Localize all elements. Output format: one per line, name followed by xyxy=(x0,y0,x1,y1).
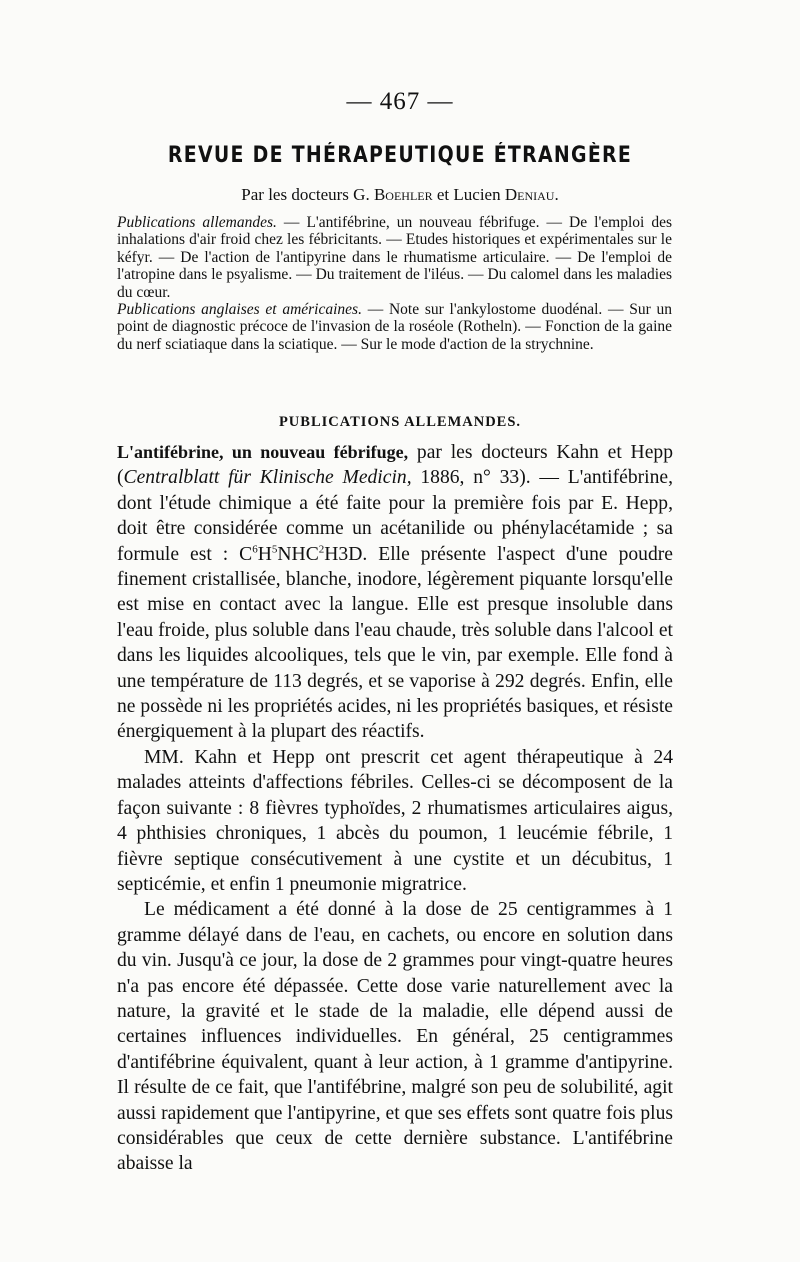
formula-sub-3: 5 xyxy=(271,543,278,556)
formula-sub-1: 6 xyxy=(252,543,258,556)
byline-suffix: . xyxy=(554,185,559,204)
article-paragraph-1 xyxy=(117,440,673,745)
journal-title: Centralblatt für Klinische Medicin, xyxy=(123,467,412,489)
p1-c: . Elle présente l'aspect d'une poudre finement cristallisée, blanche, inodore, légèrement piquante lorsqu'elle est mise en contact avec la langue. Elle est presque insoluble dans l'eau froide, plus soluble dans l'eau chaude, très soluble dans l'alcool et dans les liquides alcooliques, tels que le vin, par exemple. Elle fond à une température de 113 degrés, et se vaporise à 292 degrés. Enfin, elle ne possède ni les propriétés acides, ni les propriétés basiques, et résiste énergiquement à la plupart des réactifs. xyxy=(117,543,673,743)
summary-english xyxy=(117,301,672,353)
summary-block xyxy=(117,214,672,353)
formula-part-2: H xyxy=(257,543,272,565)
author-deniau: Deniau xyxy=(504,185,555,204)
summary-german-label: Publications allemandes. xyxy=(117,214,277,231)
page-title: REVUE DE THÉRAPEUTIQUE ÉTRANGÈRE xyxy=(167,143,633,168)
formula-part-6: H3D xyxy=(324,543,363,565)
summary-english-text: — Note sur l'ankylostome duodénal. — Sur un point de diagnostic précoce de l'invasion de la roséole (Rotheln). — Fonction de la gaine du nerf sciatiaque dans la sciatique. — Sur le mode d'action de la strychnine. xyxy=(117,301,673,353)
page-number: — 467 — xyxy=(346,88,454,115)
formula-part-4: NHC xyxy=(277,543,319,565)
formula-sub-5: 2 xyxy=(318,543,325,556)
byline xyxy=(0,185,800,205)
article-lead: L'antifébrine, un nouveau fébrifuge, xyxy=(117,442,409,462)
summary-german xyxy=(117,214,672,301)
summary-german-text: — L'antifébrine, un nouveau fébrifuge. — De l'emploi des inhalations d'air froid chez les fébricitants. — Etudes historiques et expérimentales sur le kéfyr. — De l'action de l'antipyrine dans le rhumatisme articulaire. — De l'emploi de l'atropine dans le psyalisme. — Du traitement de l'iléus. — Du calomel dans les maladies du cœur. xyxy=(117,214,673,301)
byline-middle: et Lucien xyxy=(432,185,505,204)
article-paragraph-2: MM. Kahn et Hepp ont prescrit cet agent thérapeutique à 24 malades atteints d'affections fébriles. Celles-ci se décomposent de la façon suivante : 8 fièvres typhoïdes, 2 rhumatismes articulaires aigus, 4 phthisies chroniques, 1 abcès du poumon, 1 leucémie fébrile, 1 fièvre septique consécutivement à une cystite et un décubitus, 1 septicémie, et enfin 1 pneumonie migratrice. xyxy=(117,746,673,895)
section-heading: PUBLICATIONS ALLEMANDES. xyxy=(278,414,522,430)
article-paragraph-3: Le médicament a été donné à la dose de 25 centigrammes à 1 gramme délayé dans de l'eau, en cachets, ou encore en solution dans du vin. Jusqu'à ce jour, la dose de 2 grammes pour vingt-quatre heures n'a pas encore été dépassée. Cette dose varie naturellement avec la nature, la gravité et le stade de la maladie, elle dépend aussi de certaines influences individuelles. En général, 25 centigrammes d'antifébrine équivalent, quant à leur action, à 1 gramme d'antipyrine. Il résulte de ce fait, que l'antifébrine, malgré son peu de solubilité, agit aussi rapidement que l'antipyrine, et que ses effets sont quatre fois plus considérables que ceux de cette dernière substance. L'antifébrine abaisse la xyxy=(117,899,674,1175)
summary-english-label: Publications anglaises et américaines. xyxy=(117,301,362,319)
p1-a: par les docteurs Kahn et Hepp ( xyxy=(117,442,673,489)
article-body xyxy=(117,440,673,1177)
byline-prefix: Par les docteurs G. xyxy=(241,185,374,204)
p1-b: 1886, n° 33). — L'antifébrine, dont l'étude chimique a été faite pour la première fois par E. Hepp, doit être considérée comme un acétanilide ou phénylacétamide ; sa formule est : C xyxy=(117,467,673,565)
author-boehler: Boehler xyxy=(373,185,433,204)
